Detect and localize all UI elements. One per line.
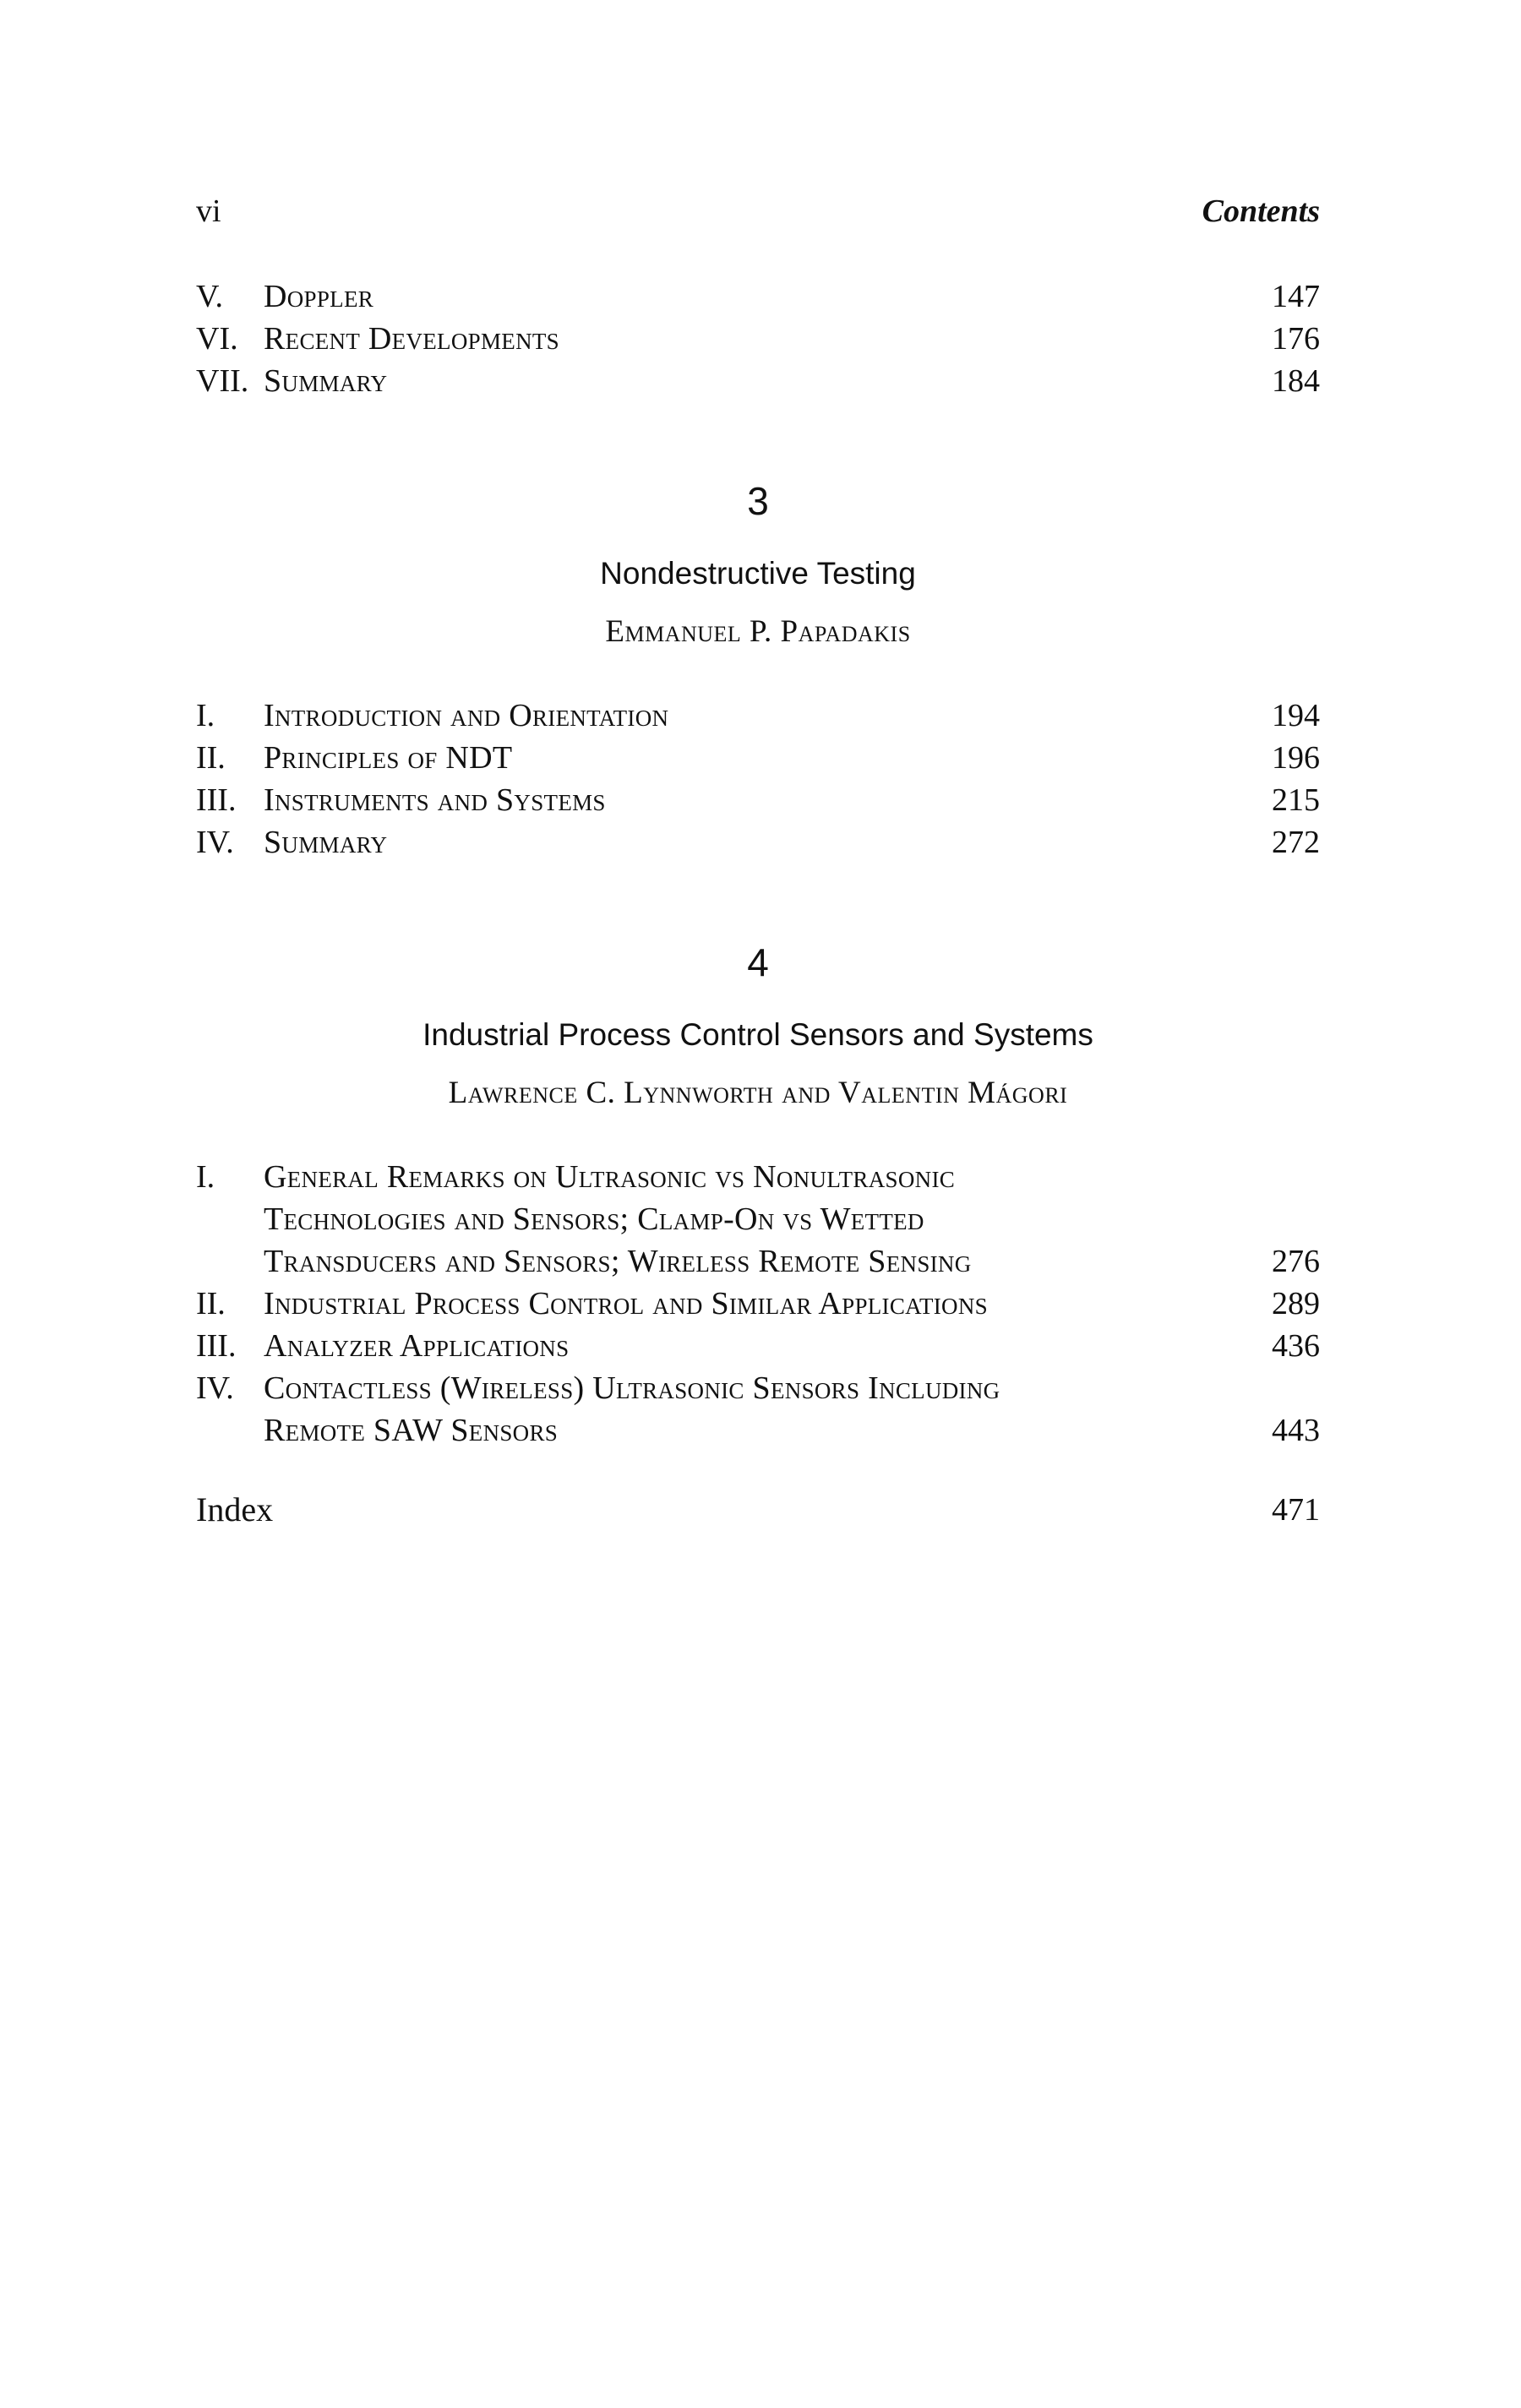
toc-entry-number: V. bbox=[196, 279, 224, 314]
toc-entry-title: Doppler bbox=[264, 279, 374, 314]
toc-entry-title bbox=[264, 1156, 1159, 1283]
toc-entry-page: 184 bbox=[1272, 363, 1320, 399]
running-title: Contents bbox=[1202, 193, 1320, 229]
toc-entry[interactable] bbox=[196, 1156, 1320, 1283]
toc-entry-number: II. bbox=[196, 1286, 226, 1321]
chapter-3-heading bbox=[196, 478, 1320, 650]
toc-entry-page: 196 bbox=[1272, 740, 1320, 776]
toc-entry-title-line: General Remarks on Ultrasonic vs Nonultrasonic bbox=[264, 1159, 956, 1195]
toc-entry[interactable] bbox=[196, 695, 1320, 737]
toc-entry-number: I. bbox=[196, 698, 215, 733]
chapter-author: Lawrence C. Lynnworth and Valentin Mágori bbox=[448, 1076, 1068, 1110]
toc-entry[interactable] bbox=[196, 275, 1320, 318]
chapter-4-heading bbox=[196, 940, 1320, 1111]
toc-entry[interactable] bbox=[196, 360, 1320, 402]
toc-entry-title: Instruments and Systems bbox=[264, 782, 606, 818]
toc-entry-number: IV. bbox=[196, 825, 234, 860]
chapter-title: Industrial Process Control Sensors and Systems bbox=[422, 1017, 1093, 1052]
toc-entry-number: III. bbox=[196, 1328, 237, 1364]
toc-entry-number: IV. bbox=[196, 1370, 234, 1406]
toc-entry-page: 147 bbox=[1272, 279, 1320, 314]
toc-entry-page: 194 bbox=[1272, 698, 1320, 733]
toc-entry-page: 215 bbox=[1272, 782, 1320, 818]
chapter-title: Nondestructive Testing bbox=[600, 556, 916, 591]
index-page: 471 bbox=[1272, 1492, 1320, 1528]
page-folio: vi bbox=[196, 193, 221, 229]
toc-entry-title bbox=[264, 1367, 1159, 1452]
toc-continued-list bbox=[196, 275, 1320, 402]
toc-entry[interactable] bbox=[196, 318, 1320, 360]
toc-entry-title: Industrial Process Control and Similar Applications bbox=[264, 1286, 988, 1321]
toc-entry-page: 276 bbox=[1272, 1244, 1320, 1279]
toc-entry-page: 443 bbox=[1272, 1413, 1320, 1448]
toc-entry-number: I. bbox=[196, 1159, 215, 1195]
chapter-number: 4 bbox=[747, 940, 769, 984]
toc-entry-number: III. bbox=[196, 782, 237, 818]
toc-entry[interactable] bbox=[196, 1367, 1320, 1452]
toc-entry[interactable] bbox=[196, 779, 1320, 821]
toc-entry-number: VII. bbox=[196, 363, 249, 399]
toc-entry[interactable] bbox=[196, 1325, 1320, 1367]
toc-entry-title: Summary bbox=[264, 363, 388, 399]
chapter-4-toc-list bbox=[196, 1156, 1320, 1452]
toc-entry-page: 436 bbox=[1272, 1328, 1320, 1364]
toc-entry-number: VI. bbox=[196, 321, 238, 357]
index-entry[interactable] bbox=[196, 1489, 1320, 1531]
toc-entry-title-line: Remote SAW Sensors bbox=[264, 1413, 559, 1448]
chapter-number: 3 bbox=[747, 479, 769, 523]
toc-entry-title: Analyzer Applications bbox=[264, 1328, 570, 1364]
page-header bbox=[196, 193, 1320, 243]
toc-entry-page: 272 bbox=[1272, 825, 1320, 860]
toc-entry-title-line: Contactless (Wireless) Ultrasonic Sensors Including bbox=[264, 1370, 1000, 1406]
index-label: Index bbox=[196, 1490, 274, 1528]
toc-entry-title: Principles of NDT bbox=[264, 740, 513, 776]
toc-entry-title-line: Technologies and Sensors; Clamp-On vs Wetted bbox=[264, 1201, 924, 1237]
toc-entry-title-line: Transducers and Sensors; Wireless Remote Sensing bbox=[264, 1244, 972, 1279]
toc-entry-page: 176 bbox=[1272, 321, 1320, 357]
toc-entry[interactable] bbox=[196, 821, 1320, 864]
chapter-author: Emmanuel P. Papadakis bbox=[605, 614, 911, 649]
toc-entry-page: 289 bbox=[1272, 1286, 1320, 1321]
toc-entry[interactable] bbox=[196, 737, 1320, 779]
toc-entry[interactable] bbox=[196, 1283, 1320, 1325]
toc-entry-title: Recent Developments bbox=[264, 321, 559, 357]
toc-entry-title: Summary bbox=[264, 825, 388, 860]
toc-entry-title: Introduction and Orientation bbox=[264, 698, 669, 733]
toc-entry-number: II. bbox=[196, 740, 226, 776]
chapter-3-toc-list bbox=[196, 695, 1320, 864]
